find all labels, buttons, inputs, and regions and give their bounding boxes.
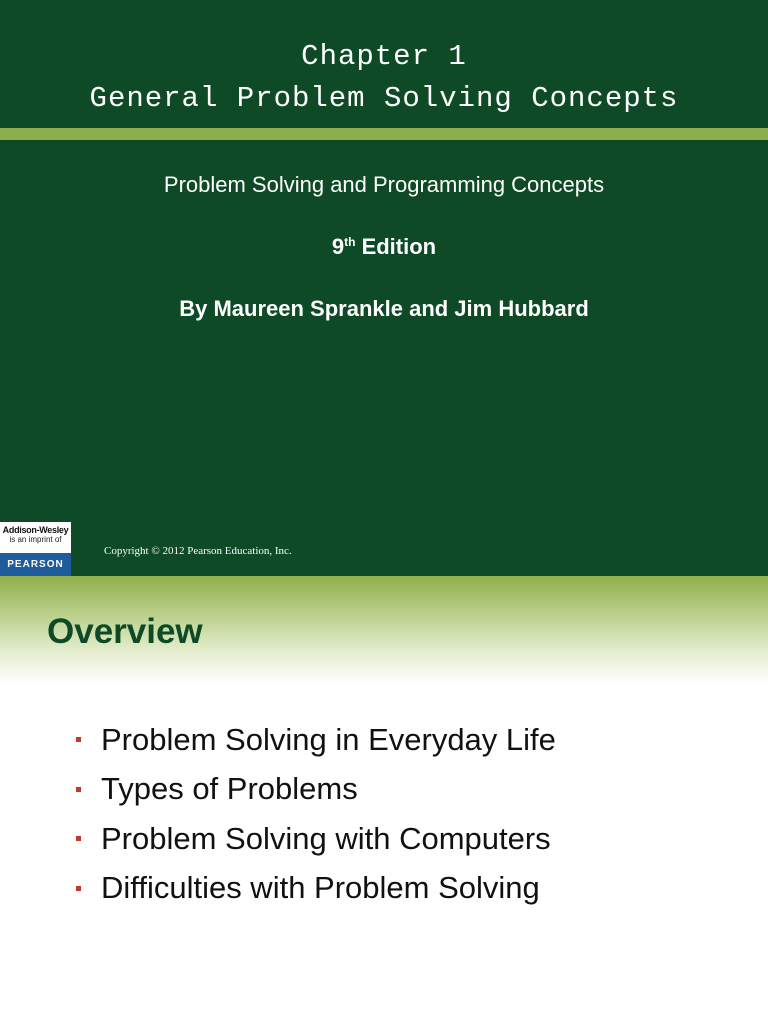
list-item <box>76 765 556 815</box>
list-item <box>76 715 556 765</box>
logo-parent: PEARSON <box>0 553 71 576</box>
overview-slide <box>0 576 768 1024</box>
edition <box>0 234 768 260</box>
title-divider <box>0 128 768 140</box>
slide-title <box>0 36 768 120</box>
overview-title: Overview <box>47 612 203 651</box>
edition-suffix: th <box>344 235 356 249</box>
list-item <box>76 814 556 864</box>
logo-publisher: Addison-Wesley <box>2 525 69 535</box>
list-item <box>76 864 556 914</box>
authors: By Maureen Sprankle and Jim Hubbard <box>179 296 589 321</box>
edition-word: Edition <box>355 234 437 259</box>
bullet-icon <box>76 737 81 742</box>
logo-imprint-text: is an imprint of <box>9 535 62 544</box>
chapter-title: General Problem Solving Concepts <box>89 82 679 115</box>
bullet-text: Difficulties with Problem Solving <box>101 870 540 906</box>
chapter-heading: Chapter 1 <box>301 40 467 73</box>
publisher-logo <box>0 522 71 576</box>
copyright-notice: Copyright © 2012 Pearson Education, Inc. <box>104 545 292 557</box>
bullet-icon <box>76 787 81 792</box>
bullet-text: Problem Solving in Everyday Life <box>101 721 556 757</box>
bullet-list <box>76 715 556 913</box>
edition-number: 9 <box>331 234 345 259</box>
bullet-icon <box>76 886 81 891</box>
bullet-icon <box>76 836 81 841</box>
bullet-text: Problem Solving with Computers <box>101 820 551 856</box>
bullet-text: Types of Problems <box>101 771 358 807</box>
book-title: Problem Solving and Programming Concepts <box>163 172 605 197</box>
